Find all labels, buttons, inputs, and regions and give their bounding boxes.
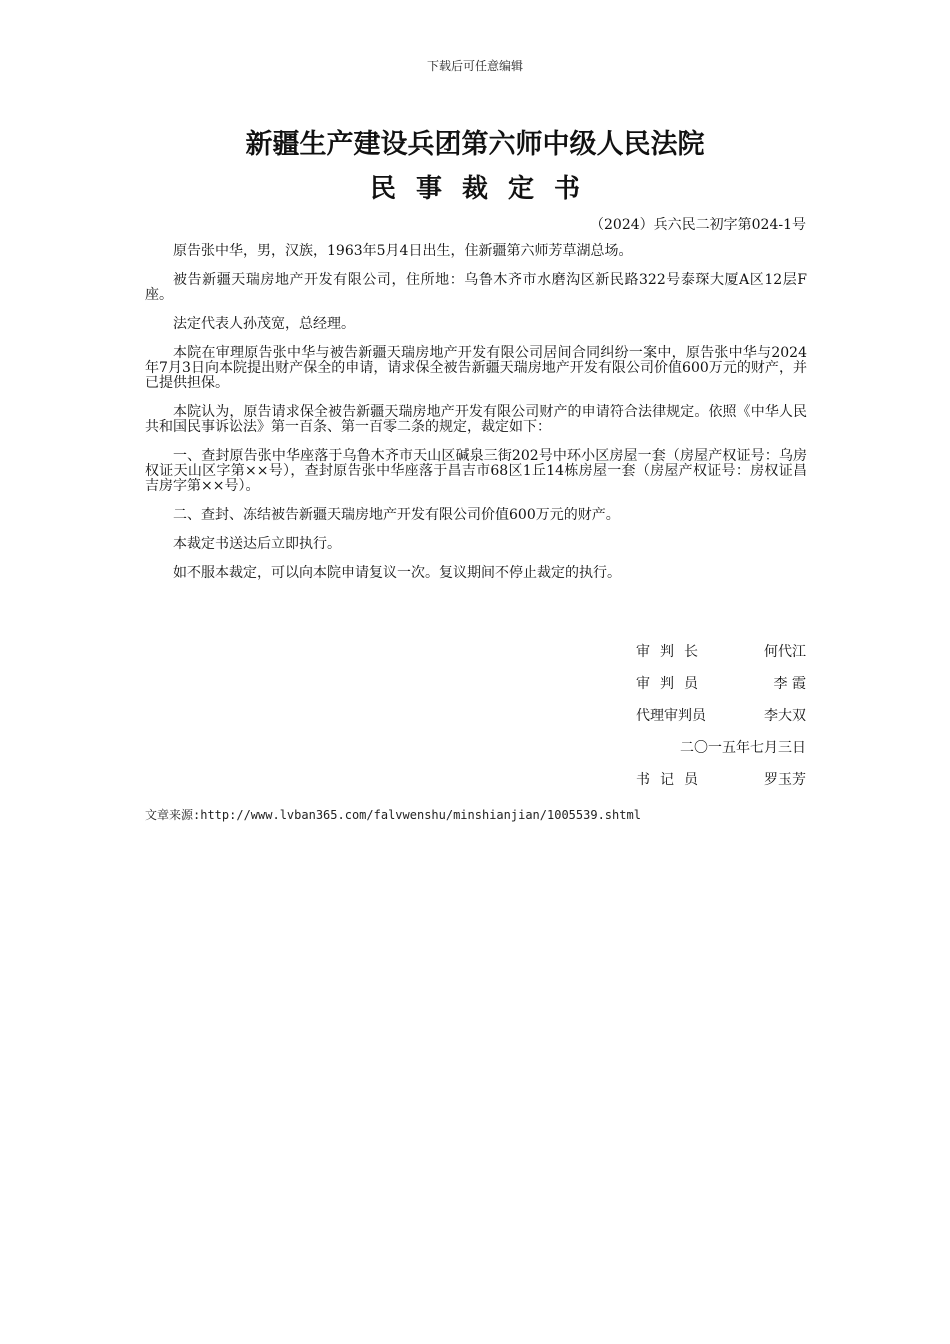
paragraph-ruling-1: 一、查封原告张中华座落于乌鲁木齐市天山区碱泉三街202号中环小区房屋一套（房屋产权证号：乌房权证天山区字第××号），查封原告张中华座落于昌吉市68区1丘14栋房屋一套（房屋产权证号：房权证昌吉房字第××号）。 xyxy=(145,448,807,494)
signature-name: 何代江 xyxy=(764,644,806,660)
header-note: 下载后可任意编辑 xyxy=(426,59,523,73)
signature-judge xyxy=(636,674,806,706)
signature-role: 审判员 xyxy=(636,676,708,692)
signature-name: 李大双 xyxy=(764,708,806,724)
document-title: 民事裁定书 xyxy=(369,174,600,204)
paragraph-defendant: 被告新疆天瑞房地产开发有限公司，住所地：乌鲁木齐市水磨沟区新民路322号泰琛大厦A区12层F座。 xyxy=(145,272,807,303)
signature-role: 代理审判员 xyxy=(636,708,706,724)
signature-acting-judge xyxy=(636,706,806,738)
paragraph-ruling-2: 二、查封、冻结被告新疆天瑞房地产开发有限公司价值600万元的财产。 xyxy=(173,507,620,523)
signature-clerk xyxy=(636,770,806,802)
signature-date: 二〇一五年七月三日 xyxy=(680,740,806,756)
paragraph-court-opinion: 本院认为，原告请求保全被告新疆天瑞房地产开发有限公司财产的申请符合法律规定。依照《中华人民共和国民事诉讼法》第一百条、第一百零二条的规定，裁定如下： xyxy=(145,404,807,435)
source-link[interactable]: 文章来源:http://www.lvban365.com/falvwenshu/minshianjian/1005539.shtml xyxy=(145,808,641,822)
signature-name: 李 霞 xyxy=(773,676,806,692)
document-body xyxy=(145,244,807,595)
paragraph-legal-representative: 法定代表人孙茂宽，总经理。 xyxy=(173,316,355,332)
paragraph-plaintiff: 原告张中华，男，汉族，1963年5月4日出生，住新疆第六师芳草湖总场。 xyxy=(173,243,633,259)
paragraph-execution: 本裁定书送达后立即执行。 xyxy=(173,536,341,552)
signature-name: 罗玉芳 xyxy=(764,772,806,788)
court-name: 新疆生产建设兵团第六师中级人民法院 xyxy=(245,129,705,160)
case-number: （2024）兵六民二初字第024-1号 xyxy=(590,217,806,233)
signature-presiding-judge xyxy=(636,642,806,674)
paragraph-appeal: 如不服本裁定，可以向本院申请复议一次。复议期间不停止裁定的执行。 xyxy=(173,565,621,581)
signature-block xyxy=(636,642,806,802)
signature-role: 审判长 xyxy=(636,644,708,660)
paragraph-case-background: 本院在审理原告张中华与被告新疆天瑞房地产开发有限公司居间合同纠纷一案中，原告张中华与2024年7月3日向本院提出财产保全的申请，请求保全被告新疆天瑞房地产开发有限公司价值600万元的财产，并已提供担保。 xyxy=(145,345,807,391)
signature-role: 书记员 xyxy=(636,772,708,788)
